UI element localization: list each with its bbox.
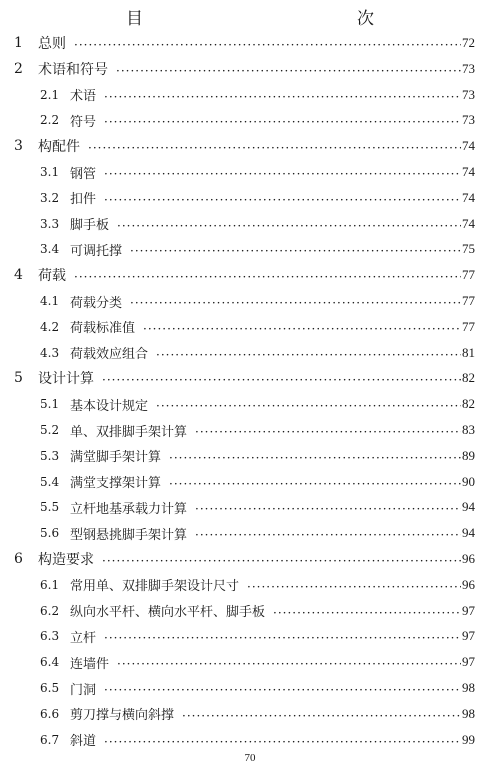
dot-leader [104,86,461,100]
toc-entry-number: 3.2 [40,190,60,205]
toc-entry-number: 5.5 [40,500,60,515]
dot-leader [169,447,461,461]
toc-section-entry[interactable] [0,185,500,211]
dot-leader [130,240,461,254]
toc-entry-number: 5.6 [40,526,60,541]
toc-entry-page: 73 [462,60,475,76]
toc-entry-label: 常用单、双排脚手架设计尺寸 [70,579,240,595]
toc-entry-label: 术语和符号 [38,61,108,78]
toc-entry-number: 4.1 [40,294,60,308]
dot-leader [169,473,461,487]
toc-entry-page: 97 [462,628,475,644]
toc-entry-page: 81 [462,344,475,360]
toc-entry-number: 2 [14,60,23,77]
dot-leader [104,679,461,693]
toc-entry-page: 77 [462,293,475,308]
toc-entry-number: 5.4 [40,474,60,489]
page-number: 70 [244,752,256,764]
toc-entry-page: 73 [462,86,475,102]
toc-entry-page: 96 [462,576,475,592]
toc-entry-label: 钢管 [70,166,97,182]
toc-entry-page: 89 [462,447,475,463]
toc-section-entry[interactable] [0,675,500,701]
toc-chapter-entry[interactable] [0,546,500,572]
toc-entry-label: 型钢悬挑脚手架计算 [70,527,188,543]
dot-leader [102,369,461,383]
toc-entry-label: 满堂支撑架计算 [70,476,162,492]
dot-leader [143,318,461,332]
toc-entry-label: 立杆地基承载力计算 [70,501,188,517]
dot-leader [104,189,461,203]
dot-leader [156,344,461,358]
toc-chapter-entry[interactable] [0,30,500,56]
toc-entry-label: 荷载标准值 [70,321,136,337]
dot-leader [156,395,461,409]
toc-entry-page: 98 [462,680,475,695]
toc-section-entry[interactable] [0,443,500,469]
toc-entry-page: 97 [462,602,475,618]
toc-entry-label: 构造要求 [38,552,94,568]
toc-entry-label: 荷载 [38,268,66,285]
toc-entry-number: 6.6 [40,706,60,721]
dot-leader [88,137,461,151]
toc-chapter-entry[interactable] [0,56,500,82]
toc-section-entry[interactable] [0,417,500,443]
dot-leader [273,602,461,616]
toc-entry-number: 2.1 [40,87,60,102]
toc-section-entry[interactable] [0,314,500,340]
dot-leader [102,550,461,564]
toc-entry-label: 连墙件 [70,656,110,672]
toc-entry-number: 4 [14,267,23,284]
toc-section-entry[interactable] [0,340,500,366]
toc-entry-label: 剪刀撑与横向斜撑 [70,708,175,724]
dot-leader [104,111,461,125]
toc-section-entry[interactable] [0,727,500,753]
toc-entry-label: 立杆 [70,630,97,646]
toc-entry-page: 75 [462,241,475,257]
toc-section-entry[interactable] [0,469,500,495]
toc-entry-number: 5 [14,370,23,387]
dot-leader [130,292,461,306]
dot-leader [117,215,461,229]
toc-entry-number: 6.5 [40,681,60,695]
toc-entry-number: 3 [14,138,23,155]
toc-entry-label: 扣件 [70,192,97,208]
dot-leader [104,627,461,641]
toc-entry-label: 斜道 [70,734,97,750]
toc-chapter-entry[interactable] [0,262,500,288]
toc-entry-page: 77 [462,267,475,283]
toc-entry-page: 74 [462,189,475,205]
dot-leader [116,60,461,74]
toc-section-entry[interactable] [0,82,500,108]
toc-section-entry[interactable] [0,598,500,624]
toc-entry-number: 5.3 [40,448,60,463]
toc-entry-label: 设计计算 [38,371,94,388]
toc-entry-page: 82 [462,396,475,412]
dot-leader [104,731,461,745]
toc-entry-page: 94 [462,525,475,541]
dot-leader [74,266,461,280]
toc-entry-page: 97 [462,654,475,670]
toc-entry-page: 96 [462,551,475,566]
toc-entry-page: 73 [462,112,475,128]
toc-entry-page: 74 [462,138,475,154]
toc-entry-number: 5.1 [40,397,60,412]
toc-entry-number: 6 [14,551,23,567]
toc-section-entry[interactable] [0,211,500,237]
toc-chapter-entry[interactable] [0,133,500,159]
toc-title: 目 次 [126,9,434,29]
toc-entry-number: 1 [14,35,23,51]
toc-section-entry[interactable] [0,701,500,727]
toc-entry-page: 82 [462,370,475,386]
toc-entry-label: 构配件 [38,139,80,156]
toc-section-entry[interactable] [0,494,500,520]
toc-entry-number: 6.1 [40,577,60,592]
dot-leader [195,524,461,538]
toc-entry-label: 荷载分类 [70,295,123,311]
toc-entry-number: 4.3 [40,345,60,360]
toc-entry-label: 总则 [38,36,66,52]
toc-section-entry[interactable] [0,288,500,314]
toc-entry-page: 77 [462,318,475,334]
toc-entry-label: 符号 [70,114,97,130]
toc-section-entry[interactable] [0,649,500,675]
toc-entry-page: 99 [462,731,475,747]
dot-leader [117,653,461,667]
toc-entry-label: 术语 [70,89,97,105]
toc-section-entry[interactable] [0,159,500,185]
toc-entry-label: 满堂脚手架计算 [70,450,162,466]
toc-entry-number: 6.7 [40,732,60,747]
dot-leader [182,705,461,719]
toc-entry-page: 94 [462,499,475,515]
toc-section-entry[interactable] [0,236,500,262]
toc-entry-number: 4.2 [40,319,60,334]
toc-chapter-entry[interactable] [0,365,500,391]
toc-entry-number: 3.3 [40,216,60,231]
toc-entry-page: 83 [462,422,475,437]
toc-section-entry[interactable] [0,572,500,598]
toc-entry-label: 纵向水平杆、横向水平杆、脚手板 [70,605,266,621]
toc-entry-label: 单、双排脚手架计算 [70,424,188,440]
toc-entry-number: 3.1 [40,165,60,179]
dot-leader [74,34,461,48]
dot-leader [247,576,461,590]
table-of-contents [0,30,500,752]
toc-entry-number: 3.4 [40,242,60,257]
toc-entry-page: 74 [462,215,475,231]
toc-entry-number: 2.2 [40,113,60,128]
toc-entry-number: 6.4 [40,655,60,670]
toc-section-entry[interactable] [0,391,500,417]
toc-entry-number: 5.2 [40,423,60,437]
toc-section-entry[interactable] [0,107,500,133]
toc-section-entry[interactable] [0,520,500,546]
toc-entry-label: 可调托撑 [70,243,123,259]
dot-leader [195,421,461,435]
toc-entry-number: 6.2 [40,603,60,618]
toc-entry-label: 基本设计规定 [70,398,149,414]
toc-entry-page: 98 [462,705,475,721]
toc-section-entry[interactable] [0,623,500,649]
toc-entry-label: 荷载效应组合 [70,347,149,363]
toc-entry-number: 6.3 [40,629,60,644]
dot-leader [104,163,461,177]
toc-entry-page: 72 [462,35,475,50]
toc-entry-page: 74 [462,164,475,179]
dot-leader [195,498,461,512]
toc-entry-label: 门洞 [70,682,97,698]
toc-entry-page: 90 [462,473,475,489]
toc-entry-label: 脚手板 [70,218,110,234]
